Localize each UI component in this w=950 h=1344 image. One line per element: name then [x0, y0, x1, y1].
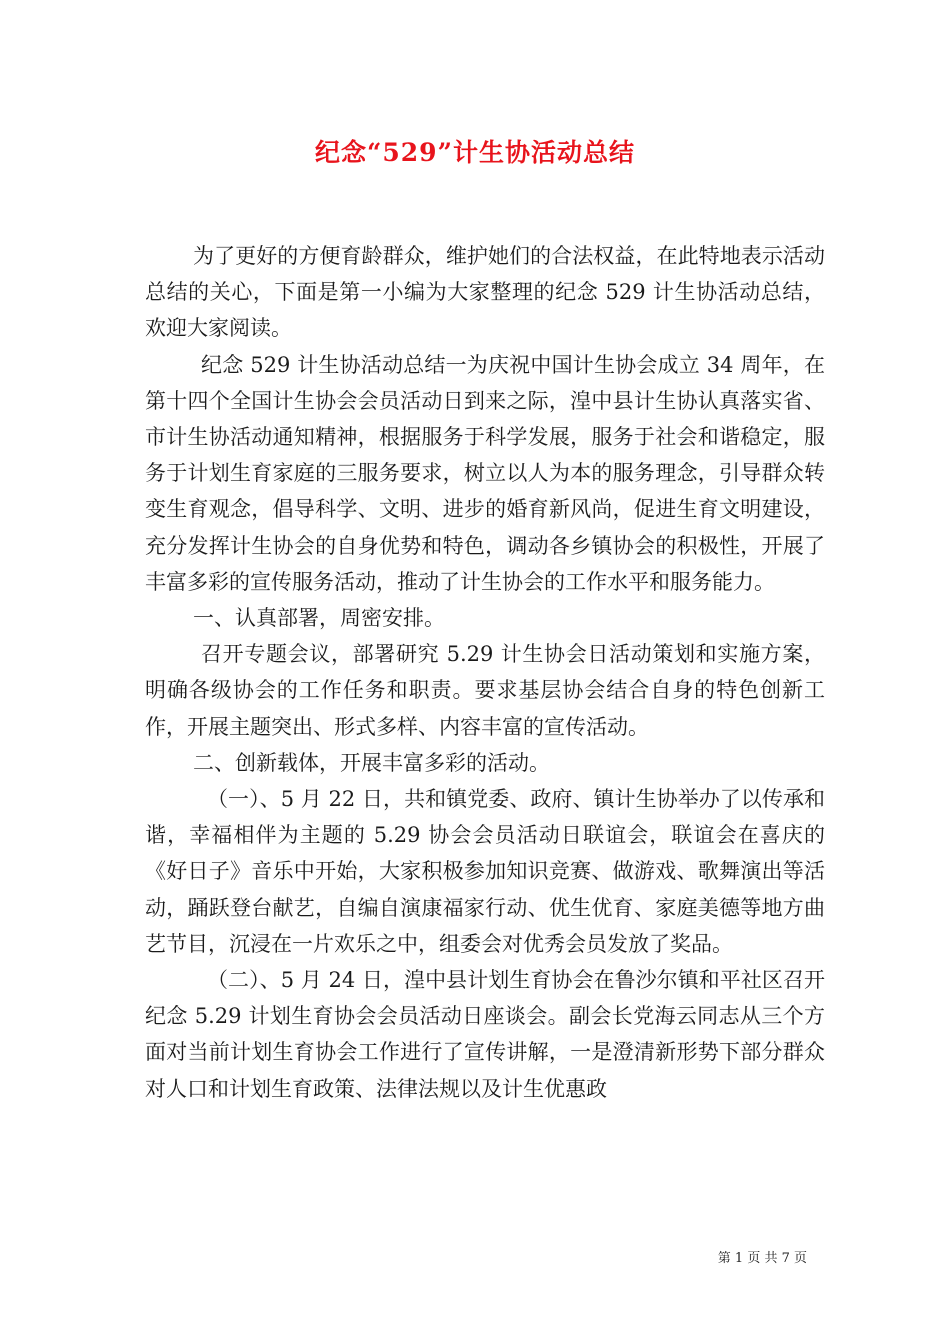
paragraph-intro: 为了更好的方便育龄群众，维护她们的合法权益，在此特地表示活动总结的关心，下面是第一小编为大家整理的纪念 529 计生协活动总结，欢迎大家阅读。 [145, 244, 825, 341]
document-title: 纪念“529”计生协活动总结 [315, 138, 635, 167]
section-heading-one: 一、认真部署，周密安排。 [193, 606, 445, 631]
paragraph-item-one: （一）、5 月 22 日，共和镇党委、政府、镇计生协举办了以传承和谐，幸福相伴为主题的 5.29 协会会员活动日联谊会，联谊会在喜庆的《好日子》音乐中开始，大家积极参加知识竞赛、做游戏、歌舞演出等活动，踊跃登台献艺，自编自演康福家行动、优生优育、家庭美德等地方曲艺节目，沉浸在一片欢乐之中，组委会对优秀会员发放了奖品。 [145, 787, 825, 956]
page-number: 第 1 页 共 7 页 [717, 1251, 807, 1266]
paragraph-item-two: （二）、5 月 24 日，湟中县计划生育协会在鲁沙尔镇和平社区召开纪念 5.29 计划生育协会会员活动日座谈会。副会长党海云同志从三个方面对当前计划生育协会工作进行了宣传讲解，一是澄清新形势下部分群众对人口和计划生育政策、法律法规以及计生优惠政 [145, 968, 825, 1101]
paragraph-summary-one: 纪念 529 计生协活动总结一为庆祝中国计生协会成立 34 周年，在第十四个全国计生协会会员活动日到来之际，湟中县计生协认真落实省、市计生协活动通知精神，根据服务于科学发展，服务于社会和谐稳定，服务于计划生育家庭的三服务要求，树立以人为本的服务理念，引导群众转变生育观念，倡导科学、文明、进步的婚育新风尚，促进生育文明建设，充分发挥计生协会的自身优势和特色，调动各乡镇协会的积极性，开展了丰富多彩的宣传服务活动，推动了计生协会的工作水平和服务能力。 [145, 352, 825, 594]
paragraph-meeting: 召开专题会议，部署研究 5.29 计生协会日活动策划和实施方案，明确各级协会的工作任务和职责。要求基层协会结合自身的特色创新工作，开展主题突出、形式多样、内容丰富的宣传活动。 [145, 642, 825, 739]
document-body [145, 238, 825, 1107]
section-heading-two: 二、创新载体，开展丰富多彩的活动。 [193, 750, 550, 775]
